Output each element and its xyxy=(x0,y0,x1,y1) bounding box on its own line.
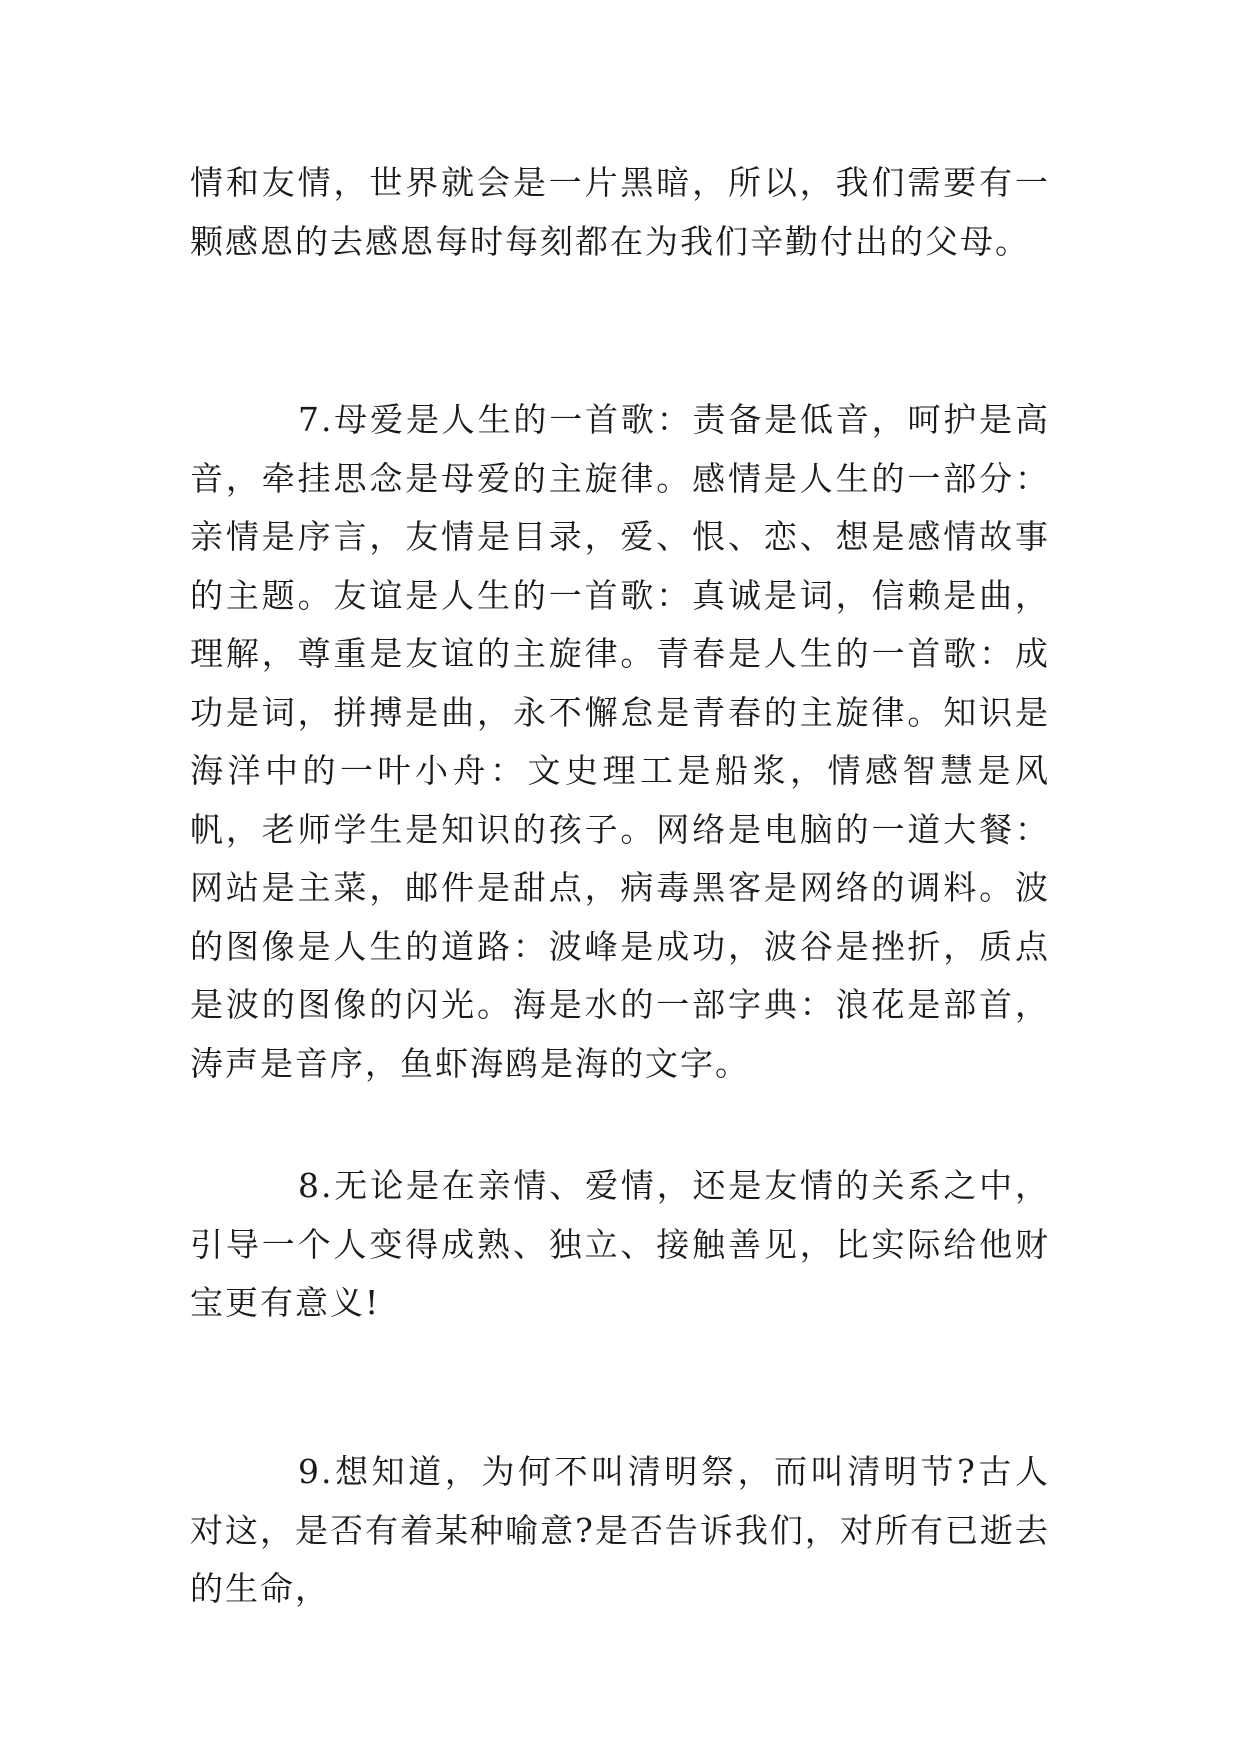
paragraph-continuation: 情和友情，世界就会是一片黑暗，所以，我们需要有一颗感恩的去感恩每时每刻都在为我们辛勤付出的父母。 xyxy=(190,163,1050,261)
paragraph-item-7: 7.母爱是人生的一首歌：责备是低音，呵护是高音，牵挂思念是母爱的主旋律。感情是人生的一部分：亲情是序言，友情是目录，爱、恨、恋、想是感情故事的主题。友谊是人生的一首歌：真诚是词，信赖是曲，理解，尊重是友谊的主旋律。青春是人生的一首歌：成功是词，拼搏是曲，永不懈怠是青春的主旋律。知识是海洋中的一叶小舟：文史理工是船浆，情感智慧是风帆，老师学生是知识的孩子。网络是电脑的一道大餐：网站是主菜，邮件是甜点，病毒黑客是网络的调料。波的图像是人生的道路：波峰是成功，波谷是挫折，质点是波的图像的闪光。海是水的一部字典：浪花是部首，涛声是音序，鱼虾海鸥是海的文字。 xyxy=(190,400,1050,1083)
paragraph-item-8: 8.无论是在亲情、爱情，还是友情的关系之中，引导一个人变得成熟、独立、接触善见，比实际给他财宝更有意义! xyxy=(190,1166,1050,1322)
paragraph-item-9: 9.想知道，为何不叫清明祭，而叫清明节?古人对这，是否有着某种喻意?是否告诉我们，对所有已逝去的生命， xyxy=(190,1452,1050,1608)
